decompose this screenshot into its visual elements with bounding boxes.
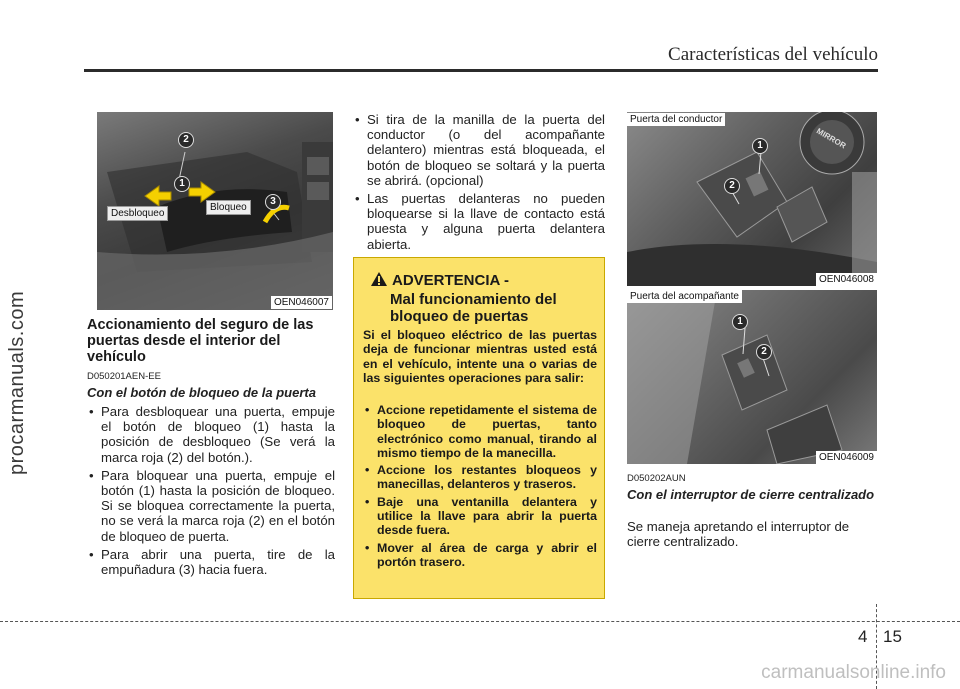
subheading-lock-button: Con el botón de bloqueo de la puerta [87,385,316,400]
warning-bullet-list [363,403,597,572]
image-label-driver: Puerta del conductor [627,113,725,126]
driver-door-switch-photo [627,112,877,286]
chapter-title: Características del vehículo [668,44,878,65]
image-label-passenger: Puerta del acompañante [627,290,742,303]
image-code: OEN046009 [816,451,877,464]
door-lock-photo [97,112,333,310]
list-item: • Baje una ventanilla delantera y utilice la llave para abrir la puerta desde fuera. [363,495,597,538]
label-lock: Bloqueo [206,200,251,215]
label-unlock: Desbloqueo [107,206,168,221]
list-item: • Para bloquear una puerta, empuje el botón (1) hasta la posición de bloqueo. Si se bloquea correctamente la puerta, no se verá la marca roja (2) en el botón de bloqueo de puerta. [87,468,335,544]
section-code: D050201AEN-EE [87,371,161,382]
list-item: • Mover al área de carga y abrir el portón trasero. [363,541,597,570]
marker-2: 2 [756,344,772,360]
header-rule [84,69,878,72]
image-code: OEN046007 [271,296,332,309]
central-lock-text: Se maneja apretando el interruptor de cierre centralizado. [627,519,850,550]
bottom-watermark: carmanualsonline.info [761,662,946,683]
section-heading: Accionamiento del seguro de las puertas desde el interior del vehículo [87,317,314,365]
passenger-door-switch-photo [627,290,877,464]
warning-subtitle: Mal funcionamiento del bloqueo de puertas [390,291,557,325]
chapter-number: 4 [858,627,868,646]
marker-1: 1 [174,176,190,192]
subheading-central-lock: Con el interruptor de cierre centralizado [627,487,875,502]
middle-bullet-list [353,112,605,255]
warning-intro: Si el bloqueo eléctrico de las puertas deja de funcionar mientras usted está en el vehículo, intente una o varias de las siguientes operaciones para salir: [363,328,597,385]
section-code: D050202AUN [627,473,686,484]
marker-1: 1 [732,314,748,330]
passenger-switch-illustration [627,290,877,464]
marker-3: 3 [265,194,281,210]
side-watermark: procarmanuals.com [6,290,28,475]
list-item: • Para abrir una puerta, tire de la empuñadura (3) hacia fuera. [87,547,335,577]
list-item: • Accione los restantes bloqueos y manecillas, delanteros y traseros. [363,463,597,492]
list-item: • Accione repetidamente el sistema de bloqueo de puertas, tanto electrónico como manual, tirando al mismo tiempo de la manecilla. [363,403,597,460]
list-item: • Las puertas delanteras no pueden bloquearse si la llave de contacto está puesta y alguna puerta delantera abierta. [353,191,605,252]
warning-box [353,257,605,599]
image-code: OEN046008 [816,273,877,286]
marker-1: 1 [752,138,768,154]
list-item: • Para desbloquear una puerta, empuje el botón de bloqueo (1) hasta la posición de desbloqueo (Se verá la marca roja (2) del botón.). [87,404,335,465]
footer-rule [0,621,960,622]
warning-triangle-icon [370,271,388,287]
marker-2: 2 [178,132,194,148]
page-number: 15 [883,627,902,646]
left-bullet-list [87,404,335,580]
mirror-knob-text: MIRROR [814,126,848,151]
warning-title: ADVERTENCIA - [392,272,509,289]
list-item: • Si tira de la manilla de la puerta del conductor (o del acompañante delantero) mientras está bloqueada, el botón de bloqueo se soltará y la puerta se abrirá. (opcional) [353,112,605,188]
marker-2: 2 [724,178,740,194]
